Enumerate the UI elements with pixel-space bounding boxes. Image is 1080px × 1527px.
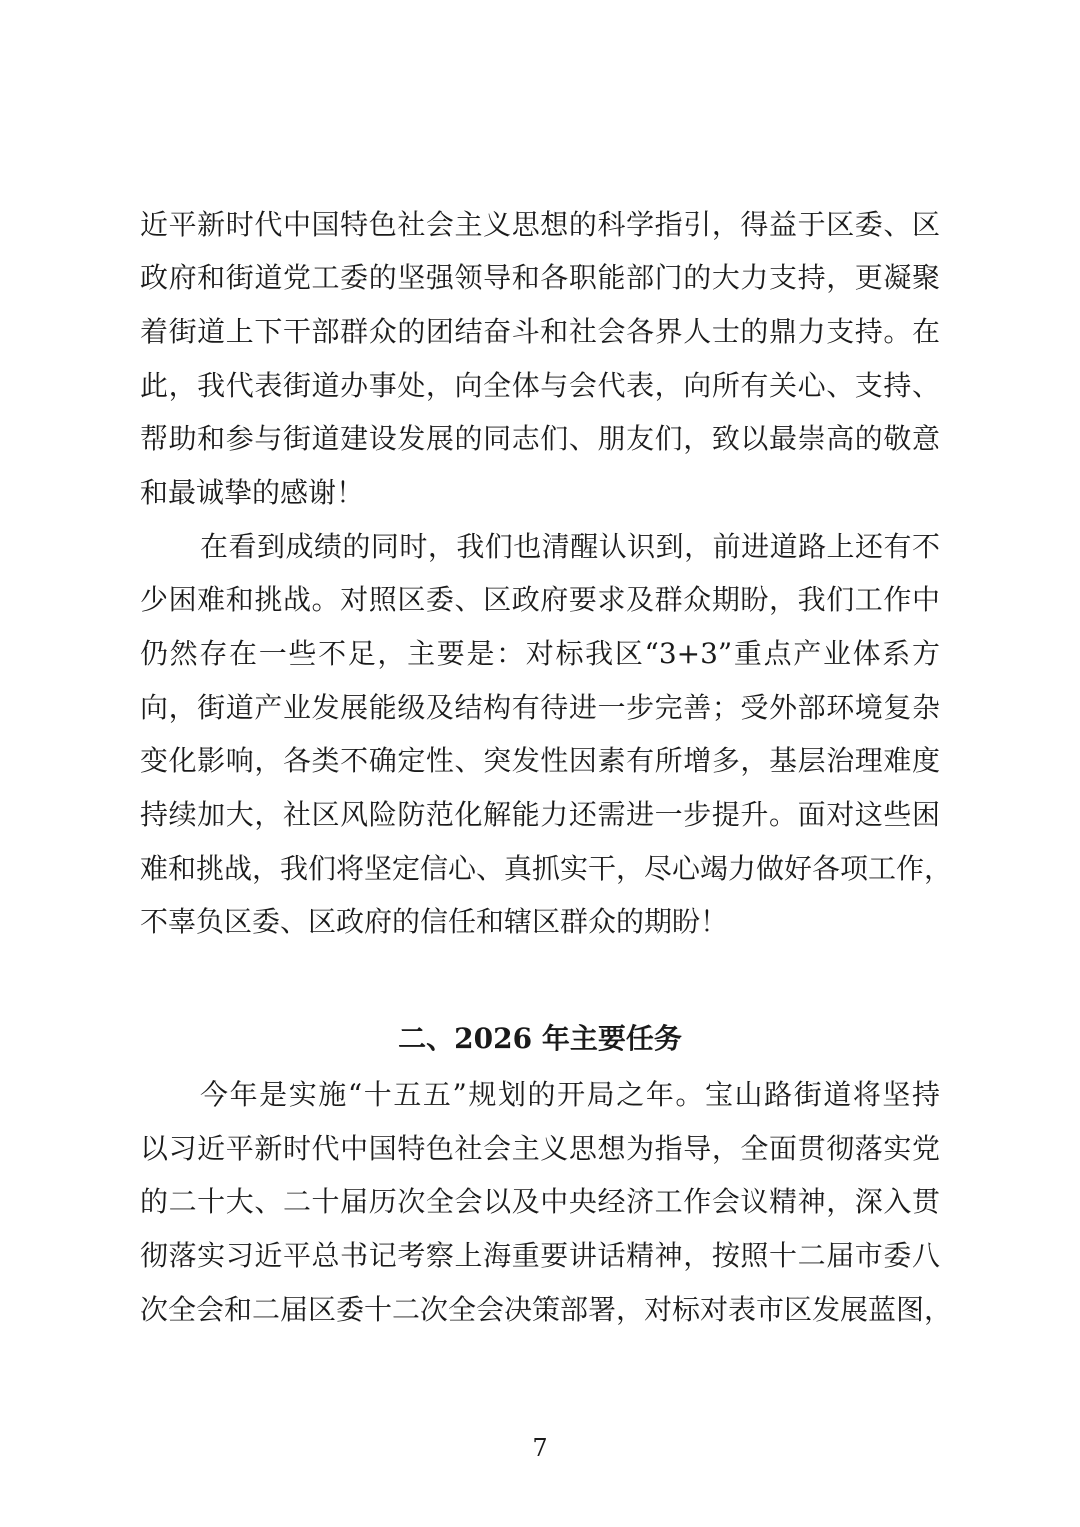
paragraph-3-line-4: 彻落实习近平总书记考察上海重要讲话精神，按照十二届市委八 — [140, 1239, 940, 1272]
paragraph-1-line-4: 此，我代表街道办事处，向全体与会代表，向所有关心、支持、 — [140, 369, 940, 402]
paragraph-1-line-5: 帮助和参与街道建设发展的同志们、朋友们，致以最崇高的敬意 — [140, 422, 940, 455]
paragraph-1-line-2: 政府和街道党工委的坚强领导和各职能部门的大力支持，更凝聚 — [140, 261, 940, 294]
paragraph-3-line-3: 的二十大、二十届历次全会以及中央经济工作会议精神，深入贯 — [140, 1185, 940, 1218]
paragraph-3-line-2: 以习近平新时代中国特色社会主义思想为指导，全面贯彻落实党 — [140, 1132, 940, 1165]
paragraph-2-line-4: 向，街道产业发展能级及结构有待进一步完善；受外部环境复杂 — [140, 691, 940, 724]
paragraph-2-line-8: 不辜负区委、区政府的信任和辖区群众的期盼！ — [140, 905, 729, 938]
paragraph-1-line-6: 和最诚挚的感谢！ — [140, 476, 365, 509]
paragraph-2-line-3: 仍然存在一些不足，主要是：对标我区“3+3”重点产业体系方 — [140, 637, 940, 670]
paragraph-2-line-6: 持续加大，社区风险防范化解能力还需进一步提升。面对这些困 — [140, 798, 940, 831]
paragraph-2-line-2: 少困难和挑战。对照区委、区政府要求及群众期盼，我们工作中 — [140, 583, 940, 616]
paragraph-2-line-7: 难和挑战，我们将坚定信心、真抓实干，尽心竭力做好各项工作， — [140, 852, 953, 885]
paragraph-3-line-5: 次全会和二届区委十二次全会决策部署，对标对表市区发展蓝图， — [140, 1293, 953, 1326]
page-number: 7 — [532, 1434, 548, 1462]
paragraph-1-line-1: 近平新时代中国特色社会主义思想的科学指引，得益于区委、区 — [140, 208, 940, 241]
paragraph-2-line-5: 变化影响，各类不确定性、突发性因素有所增多，基层治理难度 — [140, 744, 940, 777]
paragraph-1-line-3: 着街道上下干部群众的团结奋斗和社会各界人士的鼎力支持。在 — [140, 315, 940, 348]
paragraph-2-line-1: 在看到成绩的同时，我们也清醒认识到，前进道路上还有不 — [200, 530, 940, 563]
paragraph-3-line-1: 今年是实施“十五五”规划的开局之年。宝山路街道将坚持 — [200, 1078, 940, 1111]
section-heading: 二、2026 年主要任务 — [398, 1022, 682, 1055]
